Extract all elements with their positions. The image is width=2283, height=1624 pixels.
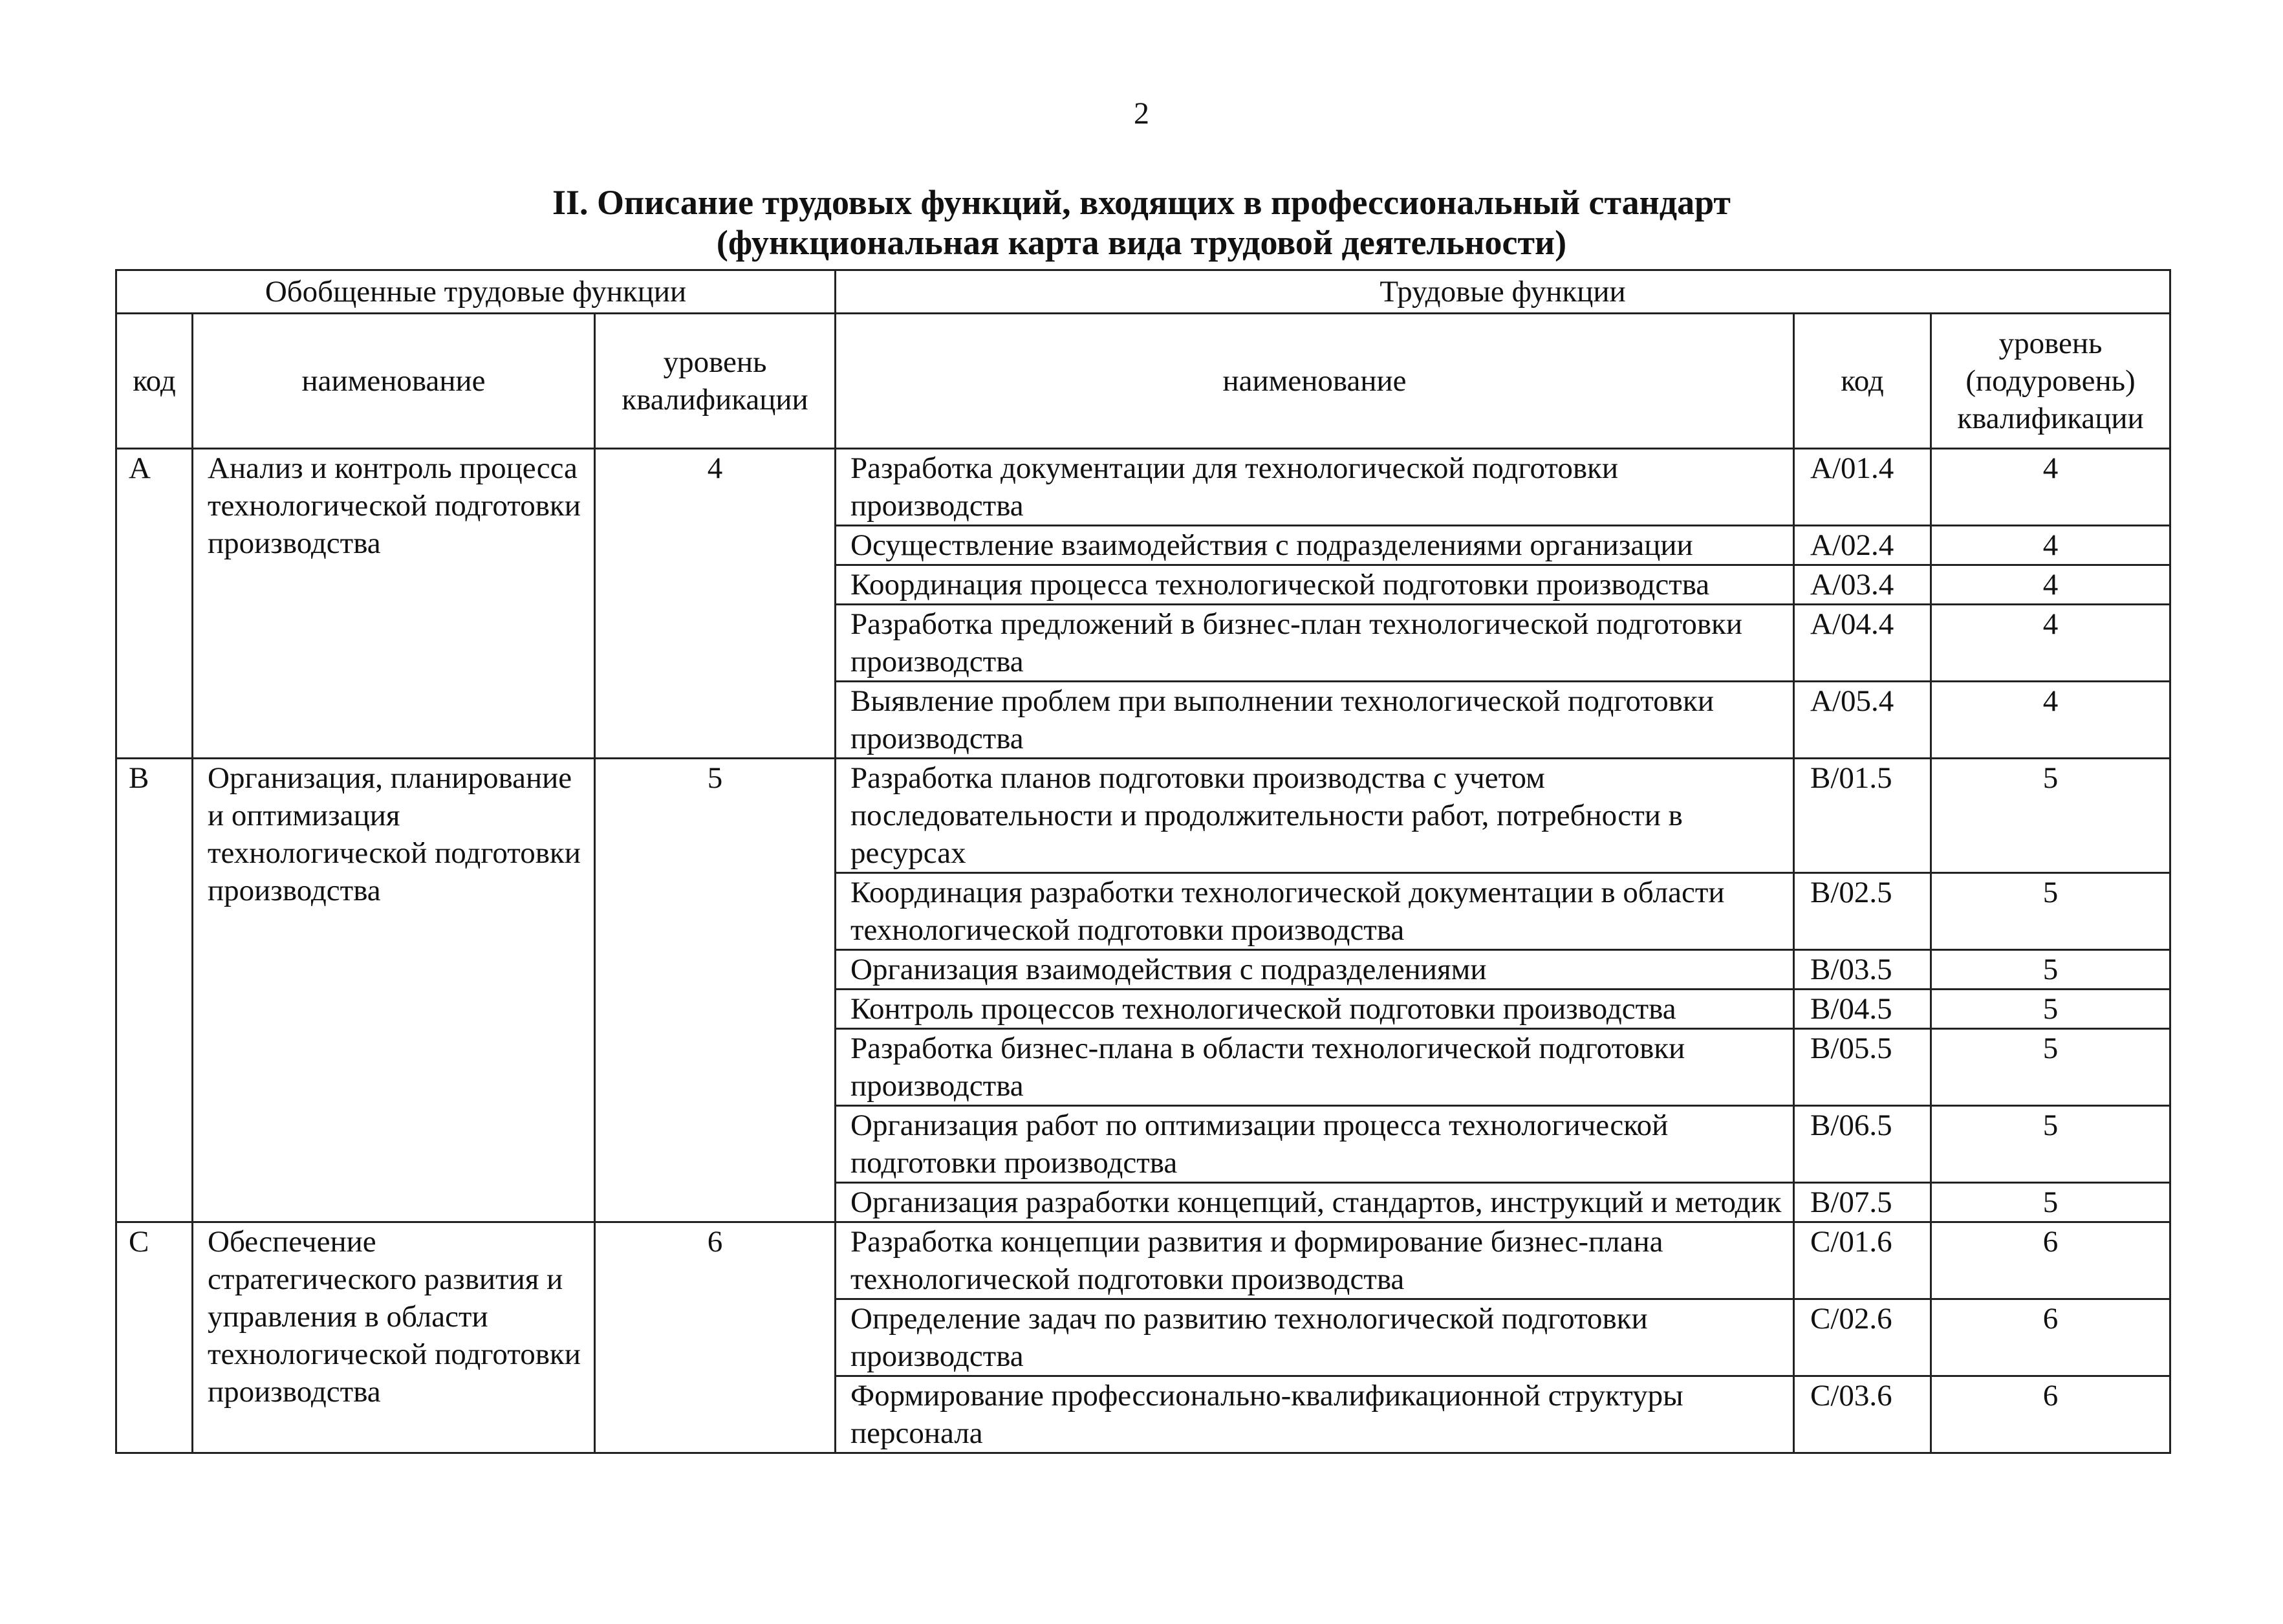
group-name: Анализ и контроль процесса технологической подготовки производства <box>193 449 595 759</box>
header-labor-functions: Трудовые функции <box>836 270 2170 314</box>
function-level: 4 <box>1931 449 2170 526</box>
function-name: Разработка документации для технологической подготовки производства <box>836 449 1794 526</box>
function-level: 5 <box>1931 1106 2170 1183</box>
function-code: B/03.5 <box>1794 950 1931 990</box>
group-level: 6 <box>595 1222 836 1453</box>
function-code: B/02.5 <box>1794 873 1931 950</box>
function-name: Контроль процессов технологической подготовки производства <box>836 990 1794 1029</box>
page-number: 2 <box>1134 96 1149 131</box>
header-tf-code: код <box>1794 314 1931 449</box>
group-code: A <box>116 449 193 759</box>
group-code: B <box>116 759 193 1222</box>
function-code: A/01.4 <box>1794 449 1931 526</box>
function-level: 6 <box>1931 1299 2170 1376</box>
function-code: B/06.5 <box>1794 1106 1931 1183</box>
function-level: 5 <box>1931 873 2170 950</box>
section-title-line-2: (функциональная карта вида трудовой деятельности) <box>716 223 1567 262</box>
function-name: Координация процесса технологической подготовки производства <box>836 565 1794 605</box>
header-gf-name: наименование <box>193 314 595 449</box>
functional-map-table <box>115 269 2171 1454</box>
function-code: C/01.6 <box>1794 1222 1931 1299</box>
function-code: A/04.4 <box>1794 605 1931 682</box>
function-code: B/07.5 <box>1794 1183 1931 1222</box>
section-title-line-1: II. Описание трудовых функций, входящих в профессиональный стандарт <box>552 183 1731 222</box>
function-name: Организация взаимодействия с подразделениями <box>836 950 1794 990</box>
table-row <box>116 759 2170 873</box>
function-code: B/04.5 <box>1794 990 1931 1029</box>
function-code: C/02.6 <box>1794 1299 1931 1376</box>
function-name: Организация работ по оптимизации процесса технологической подготовки производства <box>836 1106 1794 1183</box>
function-code: B/05.5 <box>1794 1029 1931 1106</box>
function-code: A/02.4 <box>1794 526 1931 565</box>
group-name: Обеспечение стратегического развития и управления в области технологической подготовки производства <box>193 1222 595 1453</box>
function-level: 4 <box>1931 605 2170 682</box>
function-level: 5 <box>1931 759 2170 873</box>
function-level: 5 <box>1931 1029 2170 1106</box>
section-title <box>0 182 2283 263</box>
function-name: Выявление проблем при выполнении технологической подготовки производства <box>836 682 1794 759</box>
function-code: A/03.4 <box>1794 565 1931 605</box>
table-row <box>116 1222 2170 1299</box>
function-name: Разработка бизнес-плана в области технологической подготовки производства <box>836 1029 1794 1106</box>
function-name: Координация разработки технологической документации в области технологической подготовки производства <box>836 873 1794 950</box>
function-name: Разработка концепции развития и формирование бизнес-плана технологической подготовки производства <box>836 1222 1794 1299</box>
function-level: 5 <box>1931 950 2170 990</box>
function-code: B/01.5 <box>1794 759 1931 873</box>
function-level: 4 <box>1931 565 2170 605</box>
function-code: C/03.6 <box>1794 1376 1931 1453</box>
header-group-row <box>116 270 2170 314</box>
header-columns-row <box>116 314 2170 449</box>
function-name: Определение задач по развитию технологической подготовки производства <box>836 1299 1794 1376</box>
function-code: A/05.4 <box>1794 682 1931 759</box>
group-code: C <box>116 1222 193 1453</box>
function-name: Разработка предложений в бизнес-план технологической подготовки производства <box>836 605 1794 682</box>
function-level: 5 <box>1931 990 2170 1029</box>
group-level: 4 <box>595 449 836 759</box>
function-level: 6 <box>1931 1222 2170 1299</box>
header-tf-level: уровень (подуровень) квалификации <box>1931 314 2170 449</box>
header-gf-code: код <box>116 314 193 449</box>
header-generalized-functions: Обобщенные трудовые функции <box>116 270 836 314</box>
function-level: 4 <box>1931 526 2170 565</box>
header-tf-name: наименование <box>836 314 1794 449</box>
function-name: Организация разработки концепций, стандартов, инструкций и методик <box>836 1183 1794 1222</box>
header-gf-level: уровень квалификации <box>595 314 836 449</box>
function-name: Формирование профессионально-квалификационной структуры персонала <box>836 1376 1794 1453</box>
function-level: 4 <box>1931 682 2170 759</box>
function-name: Осуществление взаимодействия с подразделениями организации <box>836 526 1794 565</box>
function-level: 6 <box>1931 1376 2170 1453</box>
function-level: 5 <box>1931 1183 2170 1222</box>
group-name: Организация, планирование и оптимизация технологической подготовки производства <box>193 759 595 1222</box>
function-name: Разработка планов подготовки производства с учетом последовательности и продолжительности работ, потребности в ресурсах <box>836 759 1794 873</box>
group-level: 5 <box>595 759 836 1222</box>
table-row <box>116 449 2170 526</box>
